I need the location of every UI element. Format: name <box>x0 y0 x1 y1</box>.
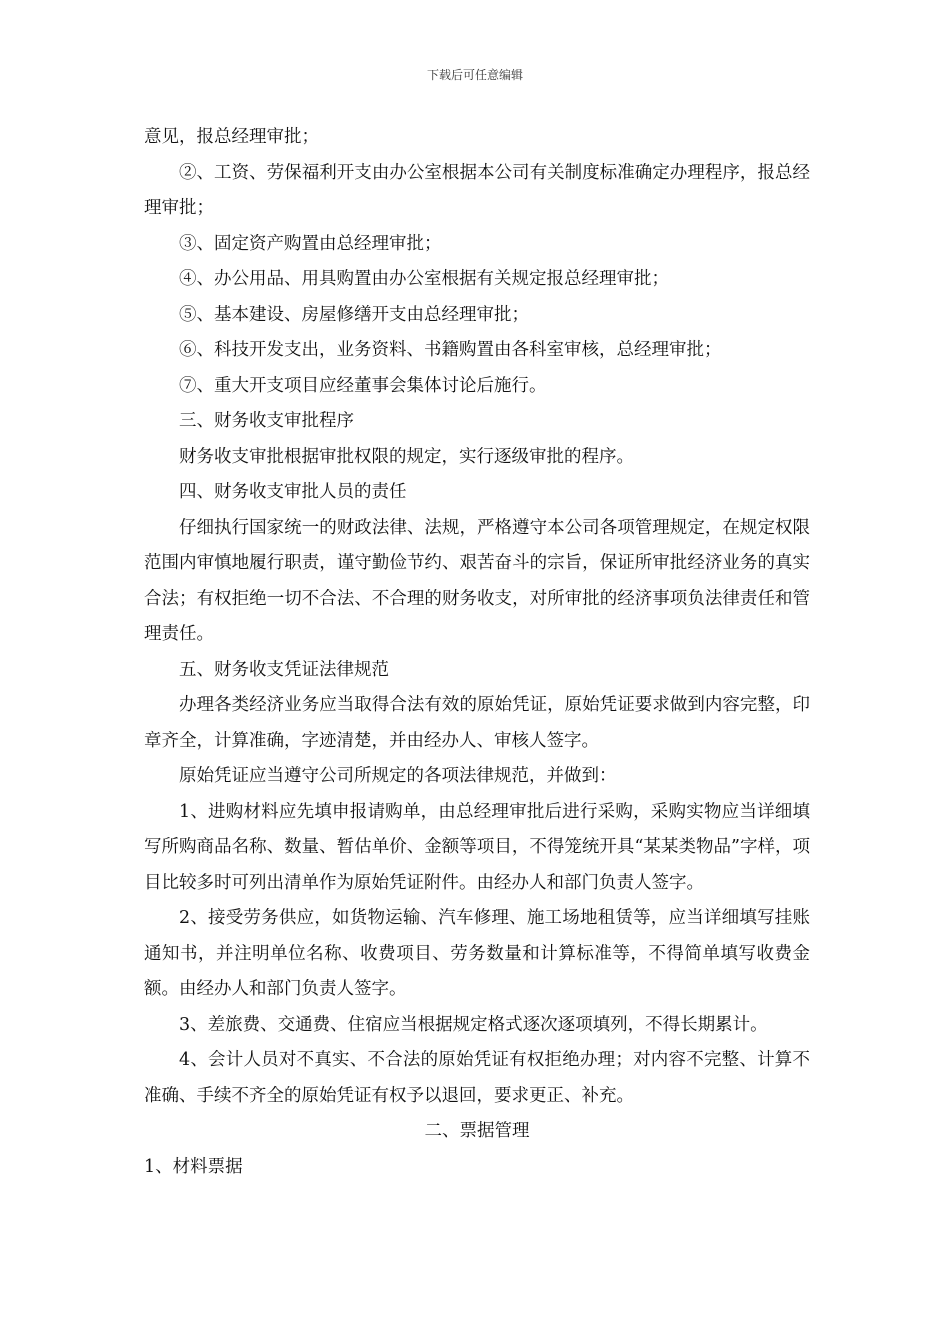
paragraph: 仔细执行国家统一的财政法律、法规，严格遵守本公司各项管理规定，在规定权限范围内审慎地履行职责，谨守勤俭节约、艰苦奋斗的宗旨，保证所审批经济业务的真实合法；有权拒绝一切不合法、不合理的财务收支，对所审批的经济事项负法律责任和管理责任。 <box>144 517 810 644</box>
paragraph: 财务收支审批根据审批权限的规定，实行逐级审批的程序。 <box>179 446 634 467</box>
paragraph: 办理各类经济业务应当取得合法有效的原始凭证，原始凭证要求做到内容完整，印章齐全，计算准确，字迹清楚，并由经办人、审核人签字。 <box>144 695 810 751</box>
paragraph: ②、工资、劳保福利开支由办公室根据本公司有关制度标准确定办理程序，报总经理审批； <box>144 162 810 218</box>
chapter-heading: 二、票据管理 <box>424 1121 530 1141</box>
paragraph: ③、固定资产购置由总经理审批； <box>179 233 442 254</box>
subsection-heading: 1、材料票据 <box>144 1156 243 1177</box>
paragraph: ⑦、重大开支项目应经董事会集体讨论后施行。 <box>179 375 547 396</box>
section-heading: 三、财务收支审批程序 <box>179 411 354 431</box>
paragraph: ⑤、基本建设、房屋修缮开支由总经理审批； <box>179 304 529 325</box>
paragraph: ④、办公用品、用具购置由办公室根据有关规定报总经理审批； <box>179 269 669 289</box>
list-item: 1、进购材料应先填申报请购单，由总经理审批后进行采购，采购实物应当详细填写所购商品名称、数量、暂估单价、金额等项目，不得笼统开具“某某类物品”字样，项目比较多时可列出清单作为原始凭证附件。由经办人和部门负责人签字。 <box>144 801 810 893</box>
paragraph: 原始凭证应当遵守公司所规定的各项法律规范，并做到： <box>179 766 617 786</box>
paragraph: 意见，报总经理审批； <box>144 127 319 147</box>
paragraph: ⑥、科技开发支出，业务资料、书籍购置由各科室审核，总经理审批； <box>179 340 722 360</box>
list-item: 3、差旅费、交通费、住宿应当根据规定格式逐次逐项填列，不得长期累计。 <box>179 1014 768 1035</box>
section-heading: 五、财务收支凭证法律规范 <box>179 659 389 680</box>
section-heading: 四、财务收支审批人员的责任 <box>179 482 407 502</box>
page-header-note: 下载后可任意编辑 <box>426 68 523 82</box>
list-item: 2、接受劳务供应，如货物运输、汽车修理、施工场地租赁等，应当详细填写挂账通知书，并注明单位名称、收费项目、劳务数量和计算标准等，不得简单填写收费金额。由经办人和部门负责人签字。 <box>144 908 810 999</box>
list-item: 4、会计人员对不真实、不合法的原始凭证有权拒绝办理；对内容不完整、计算不准确、手续不齐全的原始凭证有权予以退回，要求更正、补充。 <box>144 1050 810 1106</box>
document-body <box>144 120 810 1185</box>
